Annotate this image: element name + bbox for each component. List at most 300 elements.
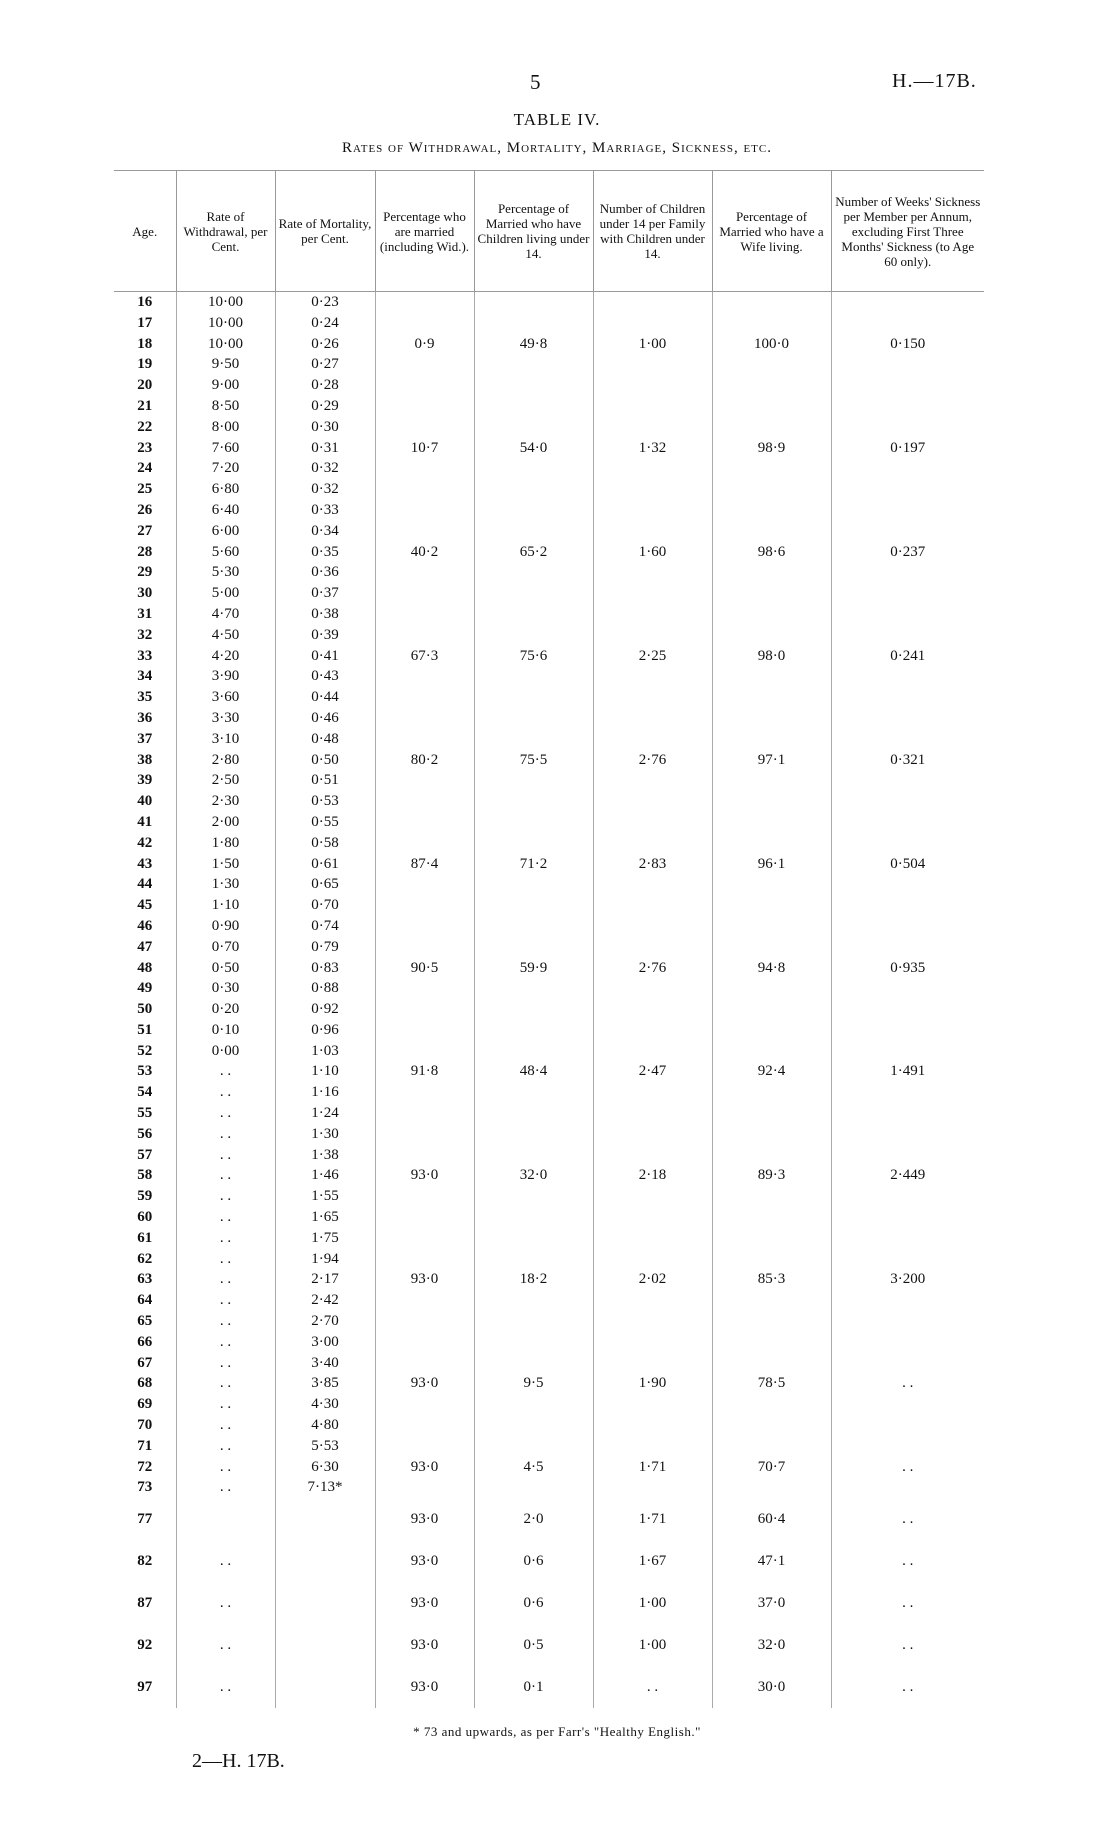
age-cell: 29 [137, 564, 153, 581]
age-cell: 69 [137, 1396, 153, 1413]
married-cell: 10·7 [375, 396, 474, 500]
age-cell: 97 [137, 1678, 153, 1695]
age-cell: 51 [137, 1021, 153, 1038]
mortality-cell [275, 1624, 375, 1666]
mortality-cell: 0·41 [275, 646, 375, 667]
sickness-cell: 0·197 [831, 396, 984, 500]
withdrawal-cell: 4·50 [176, 625, 275, 646]
sickness-cell: 2·449 [831, 1124, 984, 1228]
age-cell: 65 [137, 1313, 153, 1330]
bottom-mark: 2—H. 17B. [192, 1750, 285, 1772]
withdrawal-cell: 10·00 [176, 313, 275, 334]
married-cell: 93·0 [375, 1624, 474, 1666]
age-cell: 47 [137, 938, 153, 955]
age-cell: 71 [137, 1437, 153, 1454]
sickness-cell: . . [831, 1498, 984, 1540]
mortality-cell: 0·39 [275, 625, 375, 646]
wife-cell: 78·5 [712, 1332, 831, 1436]
col-sickness-header: Number of Weeks' Sickness per Member per Annum, excluding First Three Months' Sickness (to Age 60 only). [831, 171, 984, 292]
withdrawal-cell: 6·80 [176, 479, 275, 500]
mortality-cell: 1·10 [275, 1061, 375, 1082]
withdrawal-cell: 6·40 [176, 500, 275, 521]
num-children-cell: 1·71 [593, 1498, 712, 1540]
wife-cell: 97·1 [712, 708, 831, 812]
mortality-cell: 0·29 [275, 396, 375, 417]
table-row [114, 500, 984, 521]
mortality-cell: 0·23 [275, 292, 375, 313]
age-cell: 30 [137, 585, 153, 602]
withdrawal-cell: 3·60 [176, 687, 275, 708]
children-cell: 18·2 [474, 1228, 593, 1332]
age-cell: 40 [137, 793, 153, 810]
married-cell: 91·8 [375, 1020, 474, 1124]
withdrawal-cell: . . [176, 1373, 275, 1394]
col-married-header: Percentage who are married (including Wid.). [375, 171, 474, 292]
num-children-cell: 1·67 [593, 1540, 712, 1582]
children-cell: 0·5 [474, 1624, 593, 1666]
mortality-cell: 7·13* [275, 1477, 375, 1498]
mortality-cell: 2·70 [275, 1311, 375, 1332]
withdrawal-cell: . . [176, 1269, 275, 1290]
sickness-cell: 1·491 [831, 1020, 984, 1124]
num-children-cell: 1·60 [593, 500, 712, 604]
mortality-cell: 0·51 [275, 770, 375, 791]
age-cell: 31 [137, 605, 153, 622]
col-wife-header: Percentage of Married who have a Wife living. [712, 171, 831, 292]
num-children-cell: 2·76 [593, 708, 712, 812]
age-cell: 26 [137, 501, 153, 518]
wife-cell: 32·0 [712, 1624, 831, 1666]
age-cell: 73 [137, 1479, 153, 1496]
withdrawal-cell: 3·30 [176, 708, 275, 729]
withdrawal-cell: 6·00 [176, 521, 275, 542]
data-table [114, 170, 984, 1708]
mortality-cell: 1·94 [275, 1249, 375, 1270]
age-cell: 66 [137, 1333, 153, 1350]
age-cell: 24 [137, 460, 153, 477]
mortality-cell: 0·83 [275, 958, 375, 979]
num-children-cell: 1·00 [593, 1582, 712, 1624]
age-cell: 38 [137, 751, 153, 768]
withdrawal-cell: 9·50 [176, 354, 275, 375]
withdrawal-cell: . . [176, 1666, 275, 1708]
withdrawal-cell: . . [176, 1415, 275, 1436]
withdrawal-cell: . . [176, 1207, 275, 1228]
table-row [114, 916, 984, 937]
mortality-cell: 1·30 [275, 1124, 375, 1145]
wife-cell: 85·3 [712, 1228, 831, 1332]
sickness-cell: 0·241 [831, 604, 984, 708]
table-row [114, 1436, 984, 1457]
table-row [114, 1020, 984, 1041]
mortality-cell: 6·30 [275, 1457, 375, 1478]
age-cell: 70 [137, 1417, 153, 1434]
children-cell: 54·0 [474, 396, 593, 500]
mortality-cell: 4·80 [275, 1415, 375, 1436]
married-cell: 93·0 [375, 1498, 474, 1540]
sickness-cell: . . [831, 1540, 984, 1582]
wife-cell: 47·1 [712, 1540, 831, 1582]
mortality-cell: 0·96 [275, 1020, 375, 1041]
withdrawal-cell: 0·20 [176, 999, 275, 1020]
wife-cell: 96·1 [712, 812, 831, 916]
age-cell: 19 [137, 356, 153, 373]
withdrawal-cell: 2·30 [176, 791, 275, 812]
withdrawal-cell: 8·50 [176, 396, 275, 417]
sickness-cell: . . [831, 1666, 984, 1708]
num-children-cell: 1·71 [593, 1436, 712, 1498]
children-cell: 75·5 [474, 708, 593, 812]
table-row [114, 604, 984, 625]
withdrawal-cell: . . [176, 1145, 275, 1166]
age-cell: 56 [137, 1125, 153, 1142]
mortality-cell [275, 1666, 375, 1708]
mortality-cell [275, 1582, 375, 1624]
married-cell: 80·2 [375, 708, 474, 812]
children-cell: 0·6 [474, 1540, 593, 1582]
age-cell: 62 [137, 1250, 153, 1267]
num-children-cell: 2·83 [593, 812, 712, 916]
withdrawal-cell: . . [176, 1582, 275, 1624]
withdrawal-cell: 10·00 [176, 334, 275, 355]
age-cell: 39 [137, 772, 153, 789]
age-cell: 59 [137, 1188, 153, 1205]
age-cell: 43 [137, 855, 153, 872]
withdrawal-cell: . . [176, 1165, 275, 1186]
mortality-cell: 0·34 [275, 521, 375, 542]
sickness-cell: 3·200 [831, 1228, 984, 1332]
withdrawal-cell: . . [176, 1540, 275, 1582]
wife-cell: 37·0 [712, 1582, 831, 1624]
col-children-header: Percentage of Married who have Children living under 14. [474, 171, 593, 292]
age-cell: 92 [137, 1636, 153, 1653]
children-cell: 4·5 [474, 1436, 593, 1498]
children-cell: 49·8 [474, 292, 593, 396]
mortality-cell: 0·33 [275, 500, 375, 521]
children-cell: 59·9 [474, 916, 593, 1020]
page-number: 5 [530, 70, 541, 94]
withdrawal-cell: 0·90 [176, 916, 275, 937]
mortality-cell: 2·42 [275, 1290, 375, 1311]
withdrawal-cell: . . [176, 1311, 275, 1332]
withdrawal-cell: 1·80 [176, 833, 275, 854]
withdrawal-cell: 4·20 [176, 646, 275, 667]
age-cell: 36 [137, 709, 153, 726]
mortality-cell: 1·24 [275, 1103, 375, 1124]
table-subtitle: Rates of Withdrawal, Mortality, Marriage, Sickness, etc. [342, 140, 772, 156]
withdrawal-cell: 0·10 [176, 1020, 275, 1041]
mortality-cell: 0·35 [275, 542, 375, 563]
withdrawal-cell: 1·30 [176, 874, 275, 895]
withdrawal-cell: 10·00 [176, 292, 275, 313]
withdrawal-cell: 0·30 [176, 978, 275, 999]
age-cell: 55 [137, 1105, 153, 1122]
table-row [114, 1498, 984, 1540]
wife-cell: 92·4 [712, 1020, 831, 1124]
age-cell: 25 [137, 481, 153, 498]
withdrawal-cell: 9·00 [176, 375, 275, 396]
mortality-cell: 0·31 [275, 438, 375, 459]
married-cell: 93·0 [375, 1540, 474, 1582]
children-cell: 2·0 [474, 1498, 593, 1540]
age-cell: 45 [137, 897, 153, 914]
wife-cell: 100·0 [712, 292, 831, 396]
page-reference: H.—17B. [892, 70, 977, 92]
mortality-cell: 0·37 [275, 583, 375, 604]
table-row [114, 1540, 984, 1582]
mortality-cell: 0·32 [275, 458, 375, 479]
mortality-cell: 5·53 [275, 1436, 375, 1457]
age-cell: 34 [137, 668, 153, 685]
wife-cell: 98·9 [712, 396, 831, 500]
wife-cell: 98·6 [712, 500, 831, 604]
num-children-cell: 1·00 [593, 1624, 712, 1666]
wife-cell: 30·0 [712, 1666, 831, 1708]
married-cell: 93·0 [375, 1124, 474, 1228]
num-children-cell: 1·00 [593, 292, 712, 396]
table-row [114, 812, 984, 833]
mortality-cell: 0·50 [275, 750, 375, 771]
sickness-cell: 0·150 [831, 292, 984, 396]
age-cell: 77 [137, 1510, 153, 1527]
withdrawal-cell: . . [176, 1436, 275, 1457]
married-cell: 0·9 [375, 292, 474, 396]
mortality-cell: 0·92 [275, 999, 375, 1020]
age-cell: 32 [137, 626, 153, 643]
withdrawal-cell: 5·60 [176, 542, 275, 563]
num-children-cell: 2·02 [593, 1228, 712, 1332]
sickness-cell: . . [831, 1436, 984, 1498]
withdrawal-cell: 7·20 [176, 458, 275, 479]
wife-cell: 89·3 [712, 1124, 831, 1228]
age-cell: 68 [137, 1375, 153, 1392]
mortality-cell: 0·46 [275, 708, 375, 729]
withdrawal-cell: 1·50 [176, 854, 275, 875]
mortality-cell: 0·44 [275, 687, 375, 708]
age-cell: 41 [137, 813, 153, 830]
mortality-cell [275, 1498, 375, 1540]
mortality-cell: 0·79 [275, 937, 375, 958]
wife-cell: 94·8 [712, 916, 831, 1020]
age-cell: 23 [137, 439, 153, 456]
age-cell: 82 [137, 1552, 153, 1569]
num-children-cell: 2·76 [593, 916, 712, 1020]
withdrawal-cell: 5·30 [176, 562, 275, 583]
children-cell: 71·2 [474, 812, 593, 916]
withdrawal-cell: 8·00 [176, 417, 275, 438]
mortality-cell: 1·65 [275, 1207, 375, 1228]
num-children-cell: . . [593, 1666, 712, 1708]
sickness-cell: 0·935 [831, 916, 984, 1020]
wife-cell: 70·7 [712, 1436, 831, 1498]
table-row [114, 1228, 984, 1249]
mortality-cell: 0·48 [275, 729, 375, 750]
mortality-cell: 1·16 [275, 1082, 375, 1103]
children-cell: 32·0 [474, 1124, 593, 1228]
married-cell: 93·0 [375, 1436, 474, 1498]
mortality-cell: 0·55 [275, 812, 375, 833]
age-cell: 20 [137, 377, 153, 394]
wife-cell: 60·4 [712, 1498, 831, 1540]
age-cell: 64 [137, 1292, 153, 1309]
wife-cell: 98·0 [712, 604, 831, 708]
children-cell: 65·2 [474, 500, 593, 604]
children-cell: 48·4 [474, 1020, 593, 1124]
age-cell: 57 [137, 1146, 153, 1163]
age-cell: 46 [137, 917, 153, 934]
withdrawal-cell: . . [176, 1332, 275, 1353]
withdrawal-cell: 2·00 [176, 812, 275, 833]
sickness-cell: . . [831, 1582, 984, 1624]
mortality-cell: 0·74 [275, 916, 375, 937]
age-cell: 72 [137, 1458, 153, 1475]
age-cell: 63 [137, 1271, 153, 1288]
mortality-cell: 0·53 [275, 791, 375, 812]
age-cell: 33 [137, 647, 153, 664]
mortality-cell: 1·75 [275, 1228, 375, 1249]
age-cell: 42 [137, 834, 153, 851]
mortality-cell: 0·61 [275, 854, 375, 875]
age-cell: 58 [137, 1167, 153, 1184]
age-cell: 60 [137, 1209, 153, 1226]
withdrawal-cell: . . [176, 1082, 275, 1103]
withdrawal-cell: 0·70 [176, 937, 275, 958]
mortality-cell: 0·28 [275, 375, 375, 396]
table-row [114, 292, 984, 313]
age-cell: 61 [137, 1229, 153, 1246]
sickness-cell: . . [831, 1332, 984, 1436]
withdrawal-cell: 2·80 [176, 750, 275, 771]
mortality-cell [275, 1540, 375, 1582]
age-cell: 27 [137, 522, 153, 539]
mortality-cell: 3·40 [275, 1353, 375, 1374]
mortality-cell: 3·85 [275, 1373, 375, 1394]
header-row [114, 171, 984, 292]
withdrawal-cell: . . [176, 1061, 275, 1082]
num-children-cell: 2·18 [593, 1124, 712, 1228]
age-cell: 35 [137, 689, 153, 706]
withdrawal-cell: 5·00 [176, 583, 275, 604]
married-cell: 67·3 [375, 604, 474, 708]
mortality-cell: 3·00 [275, 1332, 375, 1353]
married-cell: 90·5 [375, 916, 474, 1020]
age-cell: 22 [137, 418, 153, 435]
table-row [114, 1582, 984, 1624]
withdrawal-cell: . . [176, 1103, 275, 1124]
col-num-children-header: Number of Children under 14 per Family with Children under 14. [593, 171, 712, 292]
table-row [114, 396, 984, 417]
mortality-cell: 0·43 [275, 666, 375, 687]
mortality-cell: 0·36 [275, 562, 375, 583]
withdrawal-cell: . . [176, 1624, 275, 1666]
withdrawal-cell: . . [176, 1124, 275, 1145]
num-children-cell: 2·25 [593, 604, 712, 708]
mortality-cell: 0·30 [275, 417, 375, 438]
age-cell: 28 [137, 543, 153, 560]
table-row [114, 708, 984, 729]
sickness-cell: 0·504 [831, 812, 984, 916]
withdrawal-cell: . . [176, 1186, 275, 1207]
table-title: TABLE IV. [513, 110, 601, 129]
num-children-cell: 1·32 [593, 396, 712, 500]
mortality-cell: 0·24 [275, 313, 375, 334]
age-cell: 16 [137, 294, 153, 310]
age-cell: 53 [137, 1063, 153, 1080]
age-cell: 52 [137, 1042, 153, 1059]
married-cell: 93·0 [375, 1666, 474, 1708]
table-row [114, 1624, 984, 1666]
children-cell: 0·6 [474, 1582, 593, 1624]
col-age-header: Age. [114, 171, 176, 292]
withdrawal-cell: 0·50 [176, 958, 275, 979]
table-row [114, 1332, 984, 1353]
mortality-cell: 0·70 [275, 895, 375, 916]
age-cell: 21 [137, 397, 153, 414]
age-cell: 17 [137, 314, 153, 331]
children-cell: 75·6 [474, 604, 593, 708]
withdrawal-cell: . . [176, 1394, 275, 1415]
footnote: * 73 and upwards, as per Farr's "Healthy English." [413, 1724, 701, 1739]
withdrawal-cell: 3·10 [176, 729, 275, 750]
mortality-cell: 0·38 [275, 604, 375, 625]
mortality-cell: 0·32 [275, 479, 375, 500]
sickness-cell: 0·237 [831, 500, 984, 604]
age-cell: 54 [137, 1084, 153, 1101]
withdrawal-cell: 4·70 [176, 604, 275, 625]
num-children-cell: 1·90 [593, 1332, 712, 1436]
mortality-cell: 2·17 [275, 1269, 375, 1290]
withdrawal-cell: . . [176, 1457, 275, 1478]
withdrawal-cell: . . [176, 1477, 275, 1498]
withdrawal-cell: 0·00 [176, 1041, 275, 1062]
age-cell: 87 [137, 1594, 153, 1611]
withdrawal-cell: . . [176, 1353, 275, 1374]
mortality-cell: 0·65 [275, 874, 375, 895]
table-body [114, 292, 984, 1709]
age-cell: 67 [137, 1354, 153, 1371]
sickness-cell: . . [831, 1624, 984, 1666]
married-cell: 40·2 [375, 500, 474, 604]
mortality-cell: 1·46 [275, 1165, 375, 1186]
col-withdrawal-header: Rate of Withdrawal, per Cent. [176, 171, 275, 292]
mortality-cell: 4·30 [275, 1394, 375, 1415]
married-cell: 87·4 [375, 812, 474, 916]
num-children-cell: 2·47 [593, 1020, 712, 1124]
children-cell: 0·1 [474, 1666, 593, 1708]
withdrawal-cell: . . [176, 1249, 275, 1270]
withdrawal-cell: 7·60 [176, 438, 275, 459]
age-cell: 48 [137, 959, 153, 976]
age-cell: 18 [137, 335, 153, 352]
mortality-cell: 1·55 [275, 1186, 375, 1207]
mortality-cell: 1·03 [275, 1041, 375, 1062]
withdrawal-cell: . . [176, 1290, 275, 1311]
mortality-cell: 1·38 [275, 1145, 375, 1166]
married-cell: 93·0 [375, 1332, 474, 1436]
mortality-cell: 0·27 [275, 354, 375, 375]
mortality-cell: 0·58 [275, 833, 375, 854]
married-cell: 93·0 [375, 1228, 474, 1332]
withdrawal-cell: 3·90 [176, 666, 275, 687]
children-cell: 9·5 [474, 1332, 593, 1436]
age-cell: 44 [137, 876, 153, 893]
table-row [114, 1666, 984, 1708]
table-row [114, 1124, 984, 1145]
mortality-cell: 0·26 [275, 334, 375, 355]
withdrawal-cell: 1·10 [176, 895, 275, 916]
withdrawal-cell: . . [176, 1228, 275, 1249]
age-cell: 49 [137, 980, 153, 997]
